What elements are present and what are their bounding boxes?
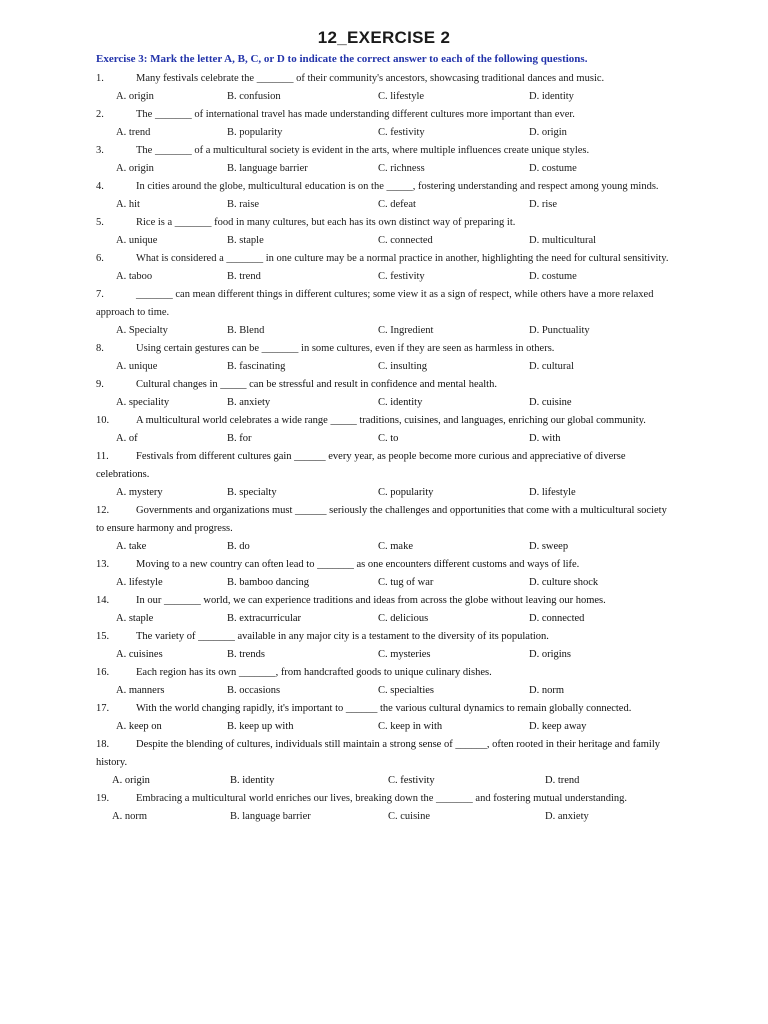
answer-options	[96, 394, 676, 412]
option-c: C. Ingredient	[378, 325, 434, 336]
question-stem	[96, 448, 676, 484]
question-number: 10.	[96, 415, 110, 426]
option-a: A. origin	[112, 775, 150, 786]
question-item	[96, 70, 676, 106]
option-a: A. norm	[112, 811, 147, 822]
answer-options	[96, 574, 676, 592]
option-d: D. costume	[529, 271, 577, 282]
question-stem	[96, 142, 676, 160]
exercise-instruction: Exercise 3: Mark the letter A, B, C, or D to indicate the correct answer to each of the following questions.	[96, 53, 588, 65]
option-d: D. sweep	[529, 541, 569, 552]
question-item	[96, 412, 676, 448]
question-item	[96, 286, 676, 340]
question-text: A multicultural world celebrates a wide range _____ traditions, cuisines, and languages, enriching our global community.	[136, 415, 646, 426]
option-a: A. of	[116, 433, 138, 444]
question-stem	[96, 70, 676, 88]
option-d: D. origins	[529, 649, 571, 660]
question-number: 16.	[96, 667, 110, 678]
question-text: What is considered a _______ in one culture may be a normal practice in another, highlighting the need for cultural sensitivity.	[136, 253, 669, 264]
question-stem	[96, 790, 676, 808]
question-text: Cultural changes in _____ can be stressful and result in confidence and mental health.	[136, 379, 497, 390]
question-stem	[96, 664, 676, 682]
question-number: 2.	[96, 109, 104, 120]
question-number: 19.	[96, 793, 110, 804]
option-b: B. do	[227, 541, 250, 552]
option-a: A. trend	[116, 127, 151, 138]
option-a: A. staple	[116, 613, 154, 624]
option-d: D. rise	[529, 199, 557, 210]
page-title: 12_EXERCISE 2	[317, 28, 451, 47]
question-stem	[96, 700, 676, 718]
question-text: Festivals from different cultures gain ______ every year, as people become more curious and appreciative of diverse celebrations.	[96, 451, 626, 480]
answer-options	[96, 430, 676, 448]
option-a: A. taboo	[116, 271, 153, 282]
question-item	[96, 250, 676, 286]
answer-options	[96, 808, 676, 826]
option-d: D. keep away	[529, 721, 587, 732]
question-item	[96, 502, 676, 556]
answer-options	[96, 322, 676, 340]
option-c: C. specialties	[378, 685, 434, 696]
answer-options	[96, 772, 676, 790]
question-text: In our _______ world, we can experience traditions and ideas from across the globe without leaving our homes.	[136, 595, 606, 606]
option-b: B. anxiety	[227, 397, 271, 408]
question-number: 1.	[96, 73, 104, 84]
question-stem	[96, 502, 676, 538]
question-item	[96, 214, 676, 250]
option-d: D. connected	[529, 613, 585, 624]
question-stem	[96, 376, 676, 394]
question-number: 5.	[96, 217, 104, 228]
option-a: A. lifestyle	[116, 577, 163, 588]
option-b: B. fascinating	[227, 361, 286, 372]
option-d: D. origin	[529, 127, 567, 138]
option-c: C. keep in with	[378, 721, 443, 732]
option-b: B. confusion	[227, 91, 281, 102]
option-b: B. for	[227, 433, 252, 444]
question-item	[96, 790, 676, 826]
question-number: 9.	[96, 379, 104, 390]
question-text: The variety of _______ available in any major city is a testament to the diversity of its population.	[136, 631, 549, 642]
option-a: A. speciality	[116, 397, 170, 408]
option-d: D. identity	[529, 91, 574, 102]
question-text: _______ can mean different things in different cultures; some view it as a sign of respect, while others have a more relaxed approach to time.	[96, 289, 654, 318]
answer-options	[96, 682, 676, 700]
question-text: In cities around the globe, multicultural education is on the _____, fostering understanding and respect among young minds.	[136, 181, 659, 192]
question-stem	[96, 412, 676, 430]
answer-options	[96, 358, 676, 376]
question-text: Each region has its own _______, from handcrafted goods to unique culinary dishes.	[136, 667, 492, 678]
question-list	[96, 70, 676, 826]
question-item	[96, 628, 676, 664]
option-a: A. manners	[116, 685, 165, 696]
answer-options	[96, 196, 676, 214]
option-a: A. mystery	[116, 487, 163, 498]
option-a: A. hit	[116, 199, 140, 210]
question-text: Embracing a multicultural world enriches our lives, breaking down the _______ and fostering mutual understanding.	[136, 793, 628, 804]
option-b: B. raise	[227, 199, 260, 210]
option-b: B. bamboo dancing	[227, 577, 309, 588]
question-stem	[96, 736, 676, 772]
option-c: C. richness	[378, 163, 425, 174]
option-d: D. trend	[545, 775, 580, 786]
option-d: D. anxiety	[545, 811, 589, 822]
question-item	[96, 376, 676, 412]
answer-options	[96, 124, 676, 142]
option-d: D. culture shock	[529, 577, 599, 588]
option-d: D. Punctuality	[529, 325, 590, 336]
question-stem	[96, 592, 676, 610]
question-number: 6.	[96, 253, 104, 264]
question-stem	[96, 628, 676, 646]
answer-options	[96, 646, 676, 664]
question-stem	[96, 214, 676, 232]
question-item	[96, 340, 676, 376]
question-number: 13.	[96, 559, 110, 570]
option-c: C. cuisine	[388, 811, 430, 822]
option-b: B. trend	[227, 271, 261, 282]
question-number: 18.	[96, 739, 110, 750]
option-c: C. festivity	[388, 775, 435, 786]
option-d: D. cuisine	[529, 397, 572, 408]
option-a: A. take	[116, 541, 147, 552]
option-d: D. with	[529, 433, 561, 444]
option-c: C. popularity	[378, 487, 434, 498]
option-b: B. staple	[227, 235, 264, 246]
question-number: 4.	[96, 181, 104, 192]
question-item	[96, 664, 676, 700]
question-item	[96, 178, 676, 214]
answer-options	[96, 88, 676, 106]
option-c: C. make	[378, 541, 413, 552]
answer-options	[96, 610, 676, 628]
question-text: Governments and organizations must ______ seriously the challenges and opportunities that come with a multicultural society to ensure harmony and progress.	[96, 505, 667, 534]
question-number: 15.	[96, 631, 110, 642]
question-stem	[96, 286, 676, 322]
option-b: B. identity	[230, 775, 275, 786]
answer-options	[96, 538, 676, 556]
question-stem	[96, 340, 676, 358]
option-c: C. connected	[378, 235, 433, 246]
option-a: A. cuisines	[116, 649, 163, 660]
option-a: A. keep on	[116, 721, 162, 732]
option-d: D. multicultural	[529, 235, 597, 246]
option-d: D. norm	[529, 685, 564, 696]
answer-options	[96, 484, 676, 502]
question-item	[96, 106, 676, 142]
option-d: D. lifestyle	[529, 487, 576, 498]
question-stem	[96, 556, 676, 574]
option-a: A. origin	[116, 91, 154, 102]
answer-options	[96, 268, 676, 286]
option-c: C. lifestyle	[378, 91, 425, 102]
option-a: A. unique	[116, 361, 158, 372]
option-b: B. keep up with	[227, 721, 294, 732]
answer-options	[96, 718, 676, 736]
question-text: Using certain gestures can be _______ in some cultures, even if they are seen as harmless in others.	[136, 343, 555, 354]
question-number: 7.	[96, 289, 104, 300]
option-b: B. specialty	[227, 487, 277, 498]
question-number: 17.	[96, 703, 110, 714]
option-b: B. Blend	[227, 325, 265, 336]
question-stem	[96, 178, 676, 196]
option-c: C. identity	[378, 397, 423, 408]
question-item	[96, 736, 676, 790]
option-b: B. language barrier	[227, 163, 308, 174]
question-text: Despite the blending of cultures, individuals still maintain a strong sense of ______, often rooted in their heritage and family history.	[96, 739, 661, 768]
question-text: The _______ of international travel has made understanding different cultures more important than ever.	[136, 109, 575, 120]
option-b: B. occasions	[227, 685, 281, 696]
question-stem	[96, 250, 676, 268]
question-item	[96, 448, 676, 502]
option-b: B. language barrier	[230, 811, 311, 822]
question-item	[96, 142, 676, 178]
option-b: B. extracurricular	[227, 613, 302, 624]
question-text: Rice is a _______ food in many cultures, but each has its own distinct way of preparing it.	[136, 217, 516, 228]
question-number: 8.	[96, 343, 104, 354]
question-text: Many festivals celebrate the _______ of their community's ancestors, showcasing traditional dances and music.	[136, 73, 605, 84]
question-stem	[96, 106, 676, 124]
question-item	[96, 592, 676, 628]
question-number: 11.	[96, 451, 109, 462]
option-d: D. costume	[529, 163, 577, 174]
option-a: A. origin	[116, 163, 154, 174]
option-c: C. tug of war	[378, 577, 434, 588]
question-item	[96, 700, 676, 736]
option-c: C. defeat	[378, 199, 416, 210]
option-c: C. delicious	[378, 613, 429, 624]
option-b: B. popularity	[227, 127, 283, 138]
answer-options	[96, 160, 676, 178]
question-number: 12.	[96, 505, 110, 516]
question-text: The _______ of a multicultural society is evident in the arts, where multiple influences create unique styles.	[136, 145, 590, 156]
question-item	[96, 556, 676, 592]
question-text: Moving to a new country can often lead to _______ as one encounters different customs and ways of life.	[136, 559, 580, 570]
option-a: A. unique	[116, 235, 158, 246]
option-c: C. festivity	[378, 127, 425, 138]
option-c: C. mysteries	[378, 649, 431, 660]
option-c: C. to	[378, 433, 399, 444]
option-c: C. festivity	[378, 271, 425, 282]
answer-options	[96, 232, 676, 250]
question-number: 14.	[96, 595, 110, 606]
option-b: B. trends	[227, 649, 265, 660]
option-c: C. insulting	[378, 361, 428, 372]
option-a: A. Specialty	[116, 325, 168, 336]
question-text: With the world changing rapidly, it's important to ______ the various cultural dynamics to remain globally connected.	[136, 703, 632, 714]
option-d: D. cultural	[529, 361, 574, 372]
question-number: 3.	[96, 145, 104, 156]
